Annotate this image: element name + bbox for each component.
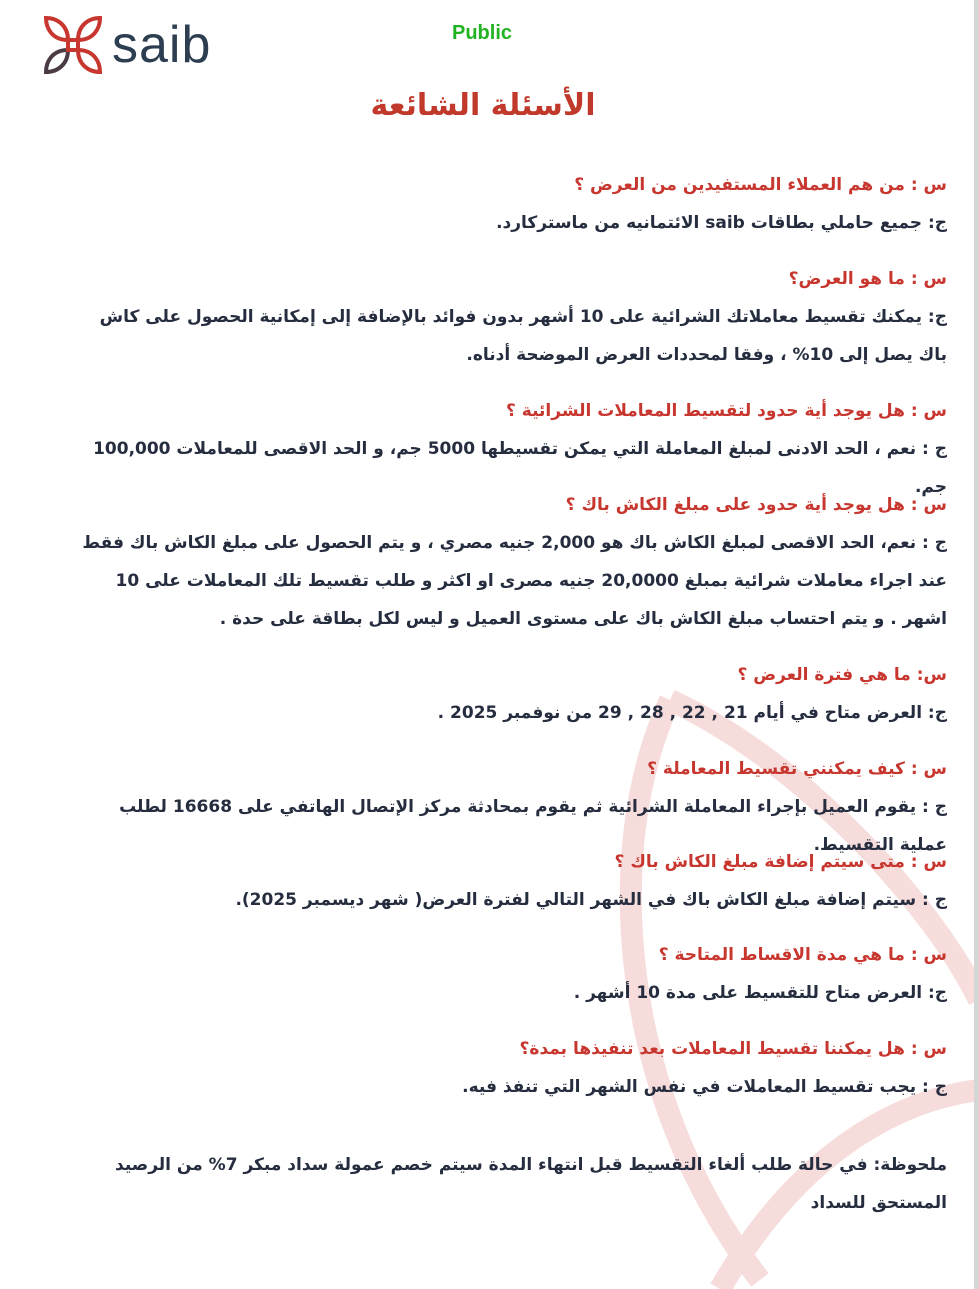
faq-question: س : هل يمكننا تقسيط المعاملات بعد تنفيذها بمدة؟ <box>519 1039 947 1059</box>
faq-answer: ج : يقوم العميل بإجراء المعاملة الشرائية ثم يقوم بمحادثة مركز الإتصال الهاتفي على 16668 لطلب عملية التقسيط. <box>119 797 947 855</box>
faq-answer: ج : سيتم إضافة مبلغ الكاش باك في الشهر التالي لفترة العرض( شهر ديسمبر 2025). <box>235 890 947 910</box>
page-edge <box>974 0 979 1289</box>
faq-question: س : كيف يمكنني تقسيط المعاملة ؟ <box>647 759 947 779</box>
faq-question: س : هل يوجد أية حدود على مبلغ الكاش باك ؟ <box>565 495 947 515</box>
faq-item <box>72 486 947 638</box>
faq-item <box>72 936 947 1012</box>
faq-answer: ج : نعم، الحد الاقصى لمبلغ الكاش باك هو 2,000 جنيه مصري ، و يتم الحصول على مبلغ الكاش باك فقط عند اجراء معاملات شرائية بمبلغ 20,0000 جنيه مصرى او اكثر و طلب تقسيط تلك المعاملات على 10 اشهر . و يتم احتساب مبلغ الكاش باك على مستوى العميل و ليس لكل بطاقة على حدة . <box>82 533 947 629</box>
faq-item <box>72 260 947 374</box>
faq-question: س : متى سيتم إضافة مبلغ الكاش باك ؟ <box>614 852 947 872</box>
faq-answer: ج : نعم ، الحد الادنى لمبلغ المعاملة التي يمكن تقسيطها 5000 جم، و الحد الاقصى للمعاملات 100,000 جم. <box>93 439 947 497</box>
faq-item <box>72 166 947 242</box>
faq-answer: ج: يمكنك تقسيط معاملاتك الشرائية على 10 أشهر بدون فوائد بالإضافة إلى إمكانية الحصول على كاش باك يصل إلى 10% ، وفقا لمحددات العرض الموضحة أدناه. <box>99 307 947 365</box>
faq-item <box>72 656 947 732</box>
faq-question: س : ما هو العرض؟ <box>788 269 947 289</box>
faq-answer: ج: العرض متاح للتقسيط على مدة 10 أشهر . <box>573 983 947 1003</box>
classification-label: Public <box>452 22 513 44</box>
note-text: ملحوظة: في حالة طلب ألغاء التقسيط قبل انتهاء المدة سيتم خصم عمولة سداد مبكر 7% من الرصيد المستحق للسداد <box>115 1155 947 1213</box>
faq-question: س: ما هي فترة العرض ؟ <box>737 665 947 685</box>
page-title <box>0 88 966 123</box>
faq-item <box>72 843 947 919</box>
faq-answer: ج : يجب تقسيط المعاملات في نفس الشهر التي تنفذ فيه. <box>462 1077 947 1097</box>
faq-answer: ج: جميع حاملي بطاقات saib الائتمانيه من ماستركارد. <box>496 213 947 233</box>
page-title-text: الأسئلة الشائعة <box>370 88 596 123</box>
faq-question: س : من هم العملاء المستفيدين من العرض ؟ <box>574 175 947 195</box>
saib-logo-icon <box>42 14 104 76</box>
saib-logo <box>42 14 211 76</box>
faq-item <box>72 1030 947 1106</box>
faq-question: س : هل يوجد أية حدود لتقسيط المعاملات الشرائية ؟ <box>506 401 947 421</box>
faq-answer: ج: العرض متاح في أيام 21 , 22 , 28 , 29 من نوفمبر 2025 . <box>437 703 947 723</box>
logo-text: saib <box>112 16 212 74</box>
faq-question: س : ما هي مدة الاقساط المتاحة ؟ <box>658 945 947 965</box>
